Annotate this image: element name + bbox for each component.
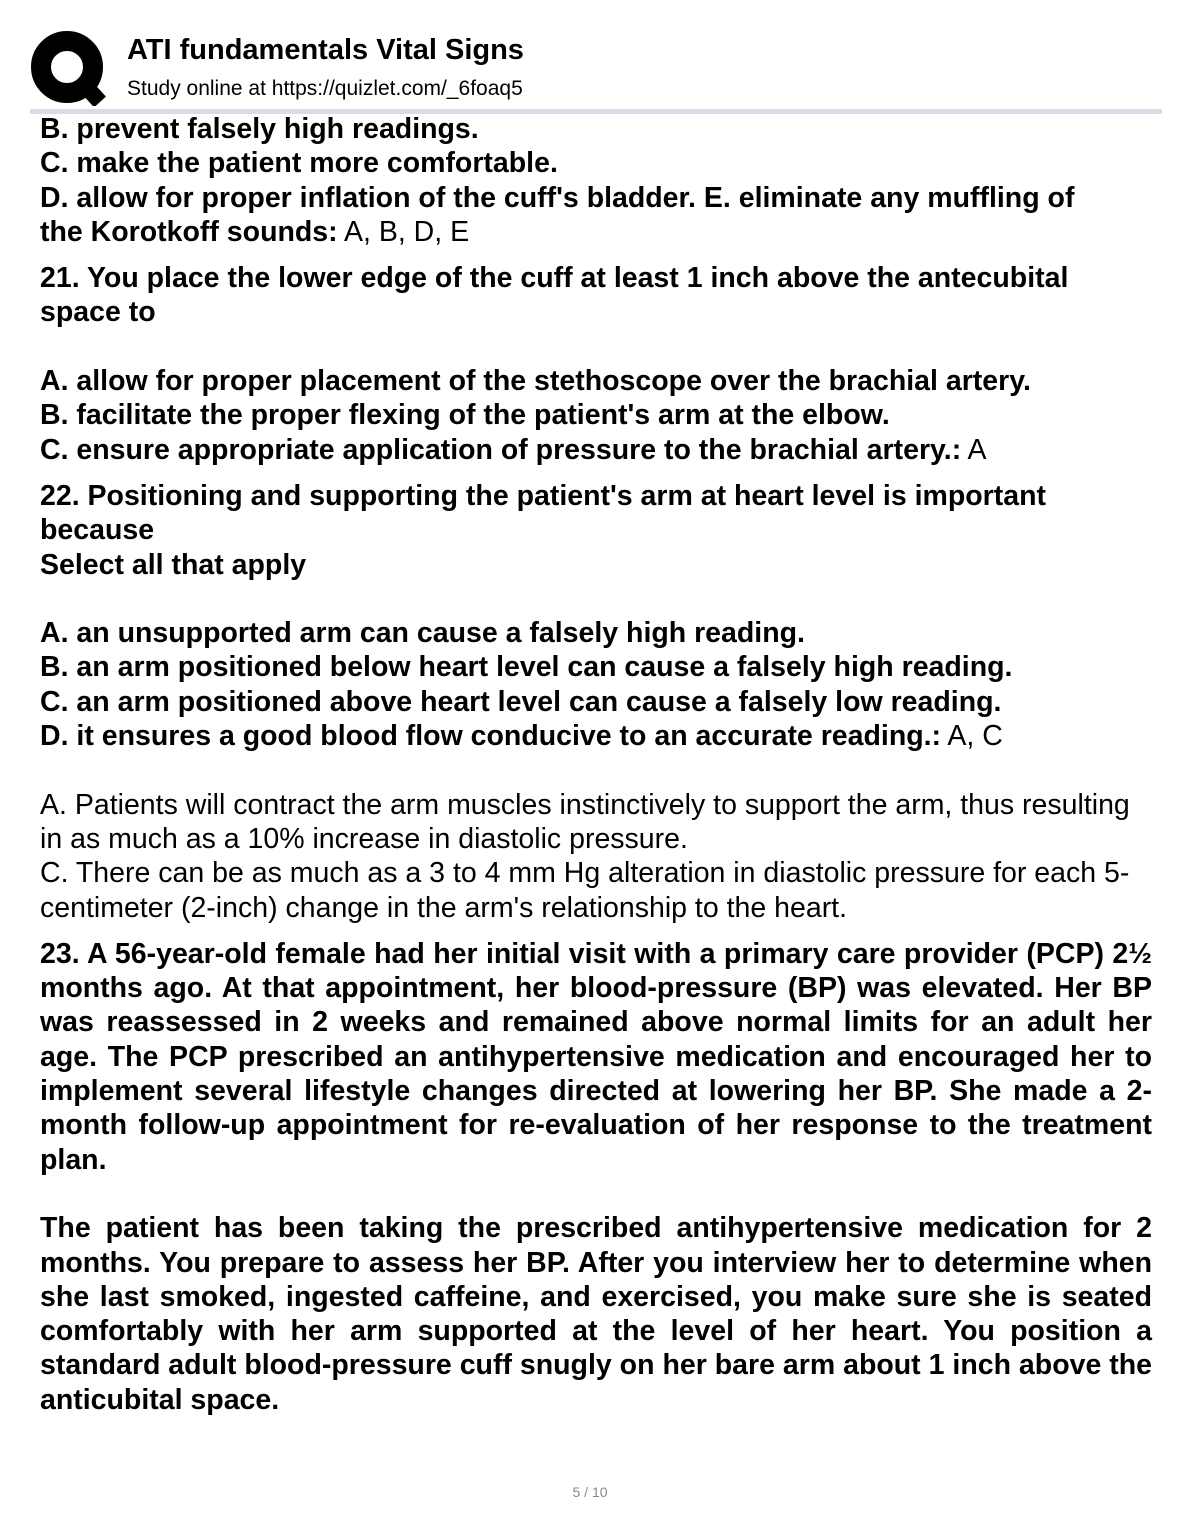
page-number: 5 / 10 [572, 1484, 608, 1500]
option-text: the Korotkoff sounds: [40, 215, 338, 248]
question-22 [40, 479, 1152, 925]
page-header [0, 0, 1190, 118]
option-line-with-answer [40, 215, 1152, 249]
option-text: C. ensure appropriate application of pressure to the brachial artery.: [40, 433, 962, 466]
option-line: A. allow for proper placement of the stethoscope over the brachial artery. [40, 365, 1031, 398]
option-line-with-answer [40, 719, 1152, 753]
quizlet-logo-icon [30, 30, 106, 106]
question-text: 23. A 56-year-old female had her initial visit with a primary care provider (PCP) 2½ months ago. At that appointment, her blood-pressure (BP) was elevated. Her BP was reassessed in 2 weeks and remained above normal limits for an adult her age. The PCP prescribed an antihypertensive medication and encouraged her to implement several lifestyle changes directed at lowering her BP. She made a 2-month follow-up appointment for re-evaluation of her response to the treatment plan. [40, 937, 1152, 1176]
flashcard-content [40, 112, 1152, 1417]
question-23 [40, 937, 1152, 1417]
option-line: B. prevent falsely high readings. [40, 113, 479, 145]
option-line-with-answer [40, 433, 1152, 467]
question-21 [40, 261, 1152, 467]
option-text: D. it ensures a good blood flow conducive to an accurate reading.: [40, 720, 942, 753]
page-title: ATI fundamentals Vital Signs [127, 34, 524, 66]
answer-text: A, C [941, 720, 1003, 753]
option-line: C. an arm positioned above heart level can cause a falsely low reading. [40, 685, 1002, 718]
answer-text: A, B, D, E [337, 215, 470, 248]
instruction-text: Select all that apply [40, 548, 307, 581]
option-line: B. facilitate the proper flexing of the patient's arm at the elbow. [40, 399, 890, 432]
option-line: B. an arm positioned below heart level can cause a falsely high reading. [40, 651, 1013, 684]
question-text: 21. You place the lower edge of the cuff at least 1 inch above the antecubital space to [40, 262, 1069, 329]
question-text: The patient has been taking the prescribed antihypertensive medication for 2 months. You prepare to assess her BP. After you interview her to determine when she last smoked, ingested caffeine, and exercised, you make sure she is seated comfortably with her arm supported at the level of her heart. You position a standard adult blood-pressure cuff snugly on her bare arm about 1 inch above the anticubital space. [40, 1212, 1152, 1416]
option-line: D. allow for proper inflation of the cuff's bladder. E. eliminate any muffling of [40, 181, 1075, 214]
question-text: 22. Positioning and supporting the patient's arm at heart level is important because [40, 479, 1047, 547]
page-subtitle: Study online at https://quizlet.com/_6foaq5 [127, 77, 523, 100]
option-line: C. make the patient more comfortable. [40, 147, 558, 180]
explanation-text: A. Patients will contract the arm muscles instinctively to support the arm, thus resulting in as much as a 10% increase in diastolic pressure. [40, 788, 1130, 855]
question-20-continued [40, 112, 1152, 249]
explanation-text: C. There can be as much as a 3 to 4 mm Hg alteration in diastolic pressure for each 5-centimeter (2-inch) change in the arm's relationship to the heart. [40, 857, 1130, 924]
answer-text: A [961, 433, 987, 466]
option-line: A. an unsupported arm can cause a falsely high reading. [40, 617, 805, 650]
